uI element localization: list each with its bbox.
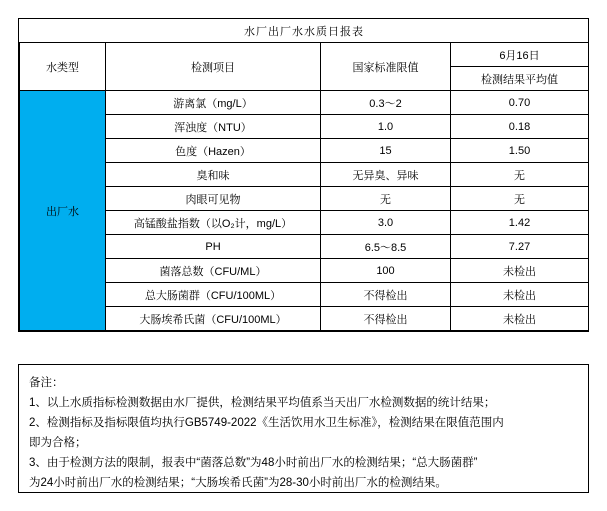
result-value: 7.27	[451, 235, 589, 259]
water-type-value: 出厂水	[20, 91, 106, 331]
table-row	[20, 163, 589, 187]
limit-value: 不得检出	[321, 283, 451, 307]
title-row	[20, 19, 589, 43]
limit-value: 3.0	[321, 211, 451, 235]
limit-value: 无异臭、异味	[321, 163, 451, 187]
limit-value: 不得检出	[321, 307, 451, 331]
test-item-name: 游离氯（mg/L）	[106, 91, 321, 115]
result-value: 无	[451, 187, 589, 211]
notes-line: 3、由于检测方法的限制，报表中“菌落总数”为48小时前出厂水的检测结果；“总大肠菌群”	[29, 457, 478, 469]
header-water-type: 水类型	[20, 43, 106, 91]
table-row	[20, 115, 589, 139]
limit-value: 15	[321, 139, 451, 163]
notes-box	[18, 364, 589, 493]
table-row	[20, 91, 589, 115]
header-row-1	[20, 43, 589, 67]
limit-value: 1.0	[321, 115, 451, 139]
limit-value: 0.3～2	[321, 91, 451, 115]
result-value: 无	[451, 163, 589, 187]
table-row	[20, 235, 589, 259]
report-table-container	[18, 18, 589, 332]
test-item-name: 总大肠菌群（CFU/100ML）	[106, 283, 321, 307]
test-item-name: 高锰酸盐指数（以O₂计，mg/L）	[106, 211, 321, 235]
table-row	[20, 283, 589, 307]
test-item-name: 肉眼可见物	[106, 187, 321, 211]
notes-line: 为24小时前出厂水的检测结果；“大肠埃希氏菌”为28-30小时前出厂水的检测结果。	[29, 477, 447, 489]
test-item-name: 臭和味	[106, 163, 321, 187]
result-value: 1.42	[451, 211, 589, 235]
notes-line: 即为合格；	[29, 437, 87, 449]
limit-value: 6.5～8.5	[321, 235, 451, 259]
limit-value: 100	[321, 259, 451, 283]
notes-line: 2、检测指标及指标限值均执行GB5749-2022《生活饮用水卫生标准》，检测结果在限值范围内	[29, 417, 504, 429]
test-item-name: 菌落总数（CFU/ML）	[106, 259, 321, 283]
page-title: 水厂出厂水水质日报表	[20, 19, 589, 43]
header-test-item: 检测项目	[106, 43, 321, 91]
result-value: 0.70	[451, 91, 589, 115]
header-national-limit: 国家标准限值	[321, 43, 451, 91]
table-row	[20, 259, 589, 283]
table-row	[20, 187, 589, 211]
header-date: 6月16日	[451, 43, 589, 67]
test-item-name: 色度（Hazen）	[106, 139, 321, 163]
result-value: 未检出	[451, 283, 589, 307]
notes-line: 1、以上水质指标检测数据由水厂提供，检测结果平均值系当天出厂水检测数据的统计结果；	[29, 397, 496, 409]
test-item-name: 浑浊度（NTU）	[106, 115, 321, 139]
result-value: 未检出	[451, 259, 589, 283]
notes-line: 备注：	[29, 377, 64, 389]
test-item-name: PH	[106, 235, 321, 259]
test-item-name: 大肠埃希氏菌（CFU/100ML）	[106, 307, 321, 331]
result-value: 1.50	[451, 139, 589, 163]
table-row	[20, 139, 589, 163]
header-result-average: 检测结果平均值	[451, 67, 589, 91]
limit-value: 无	[321, 187, 451, 211]
table-row	[20, 307, 589, 331]
water-quality-table	[19, 19, 589, 331]
result-value: 0.18	[451, 115, 589, 139]
result-value: 未检出	[451, 307, 589, 331]
table-row	[20, 211, 589, 235]
